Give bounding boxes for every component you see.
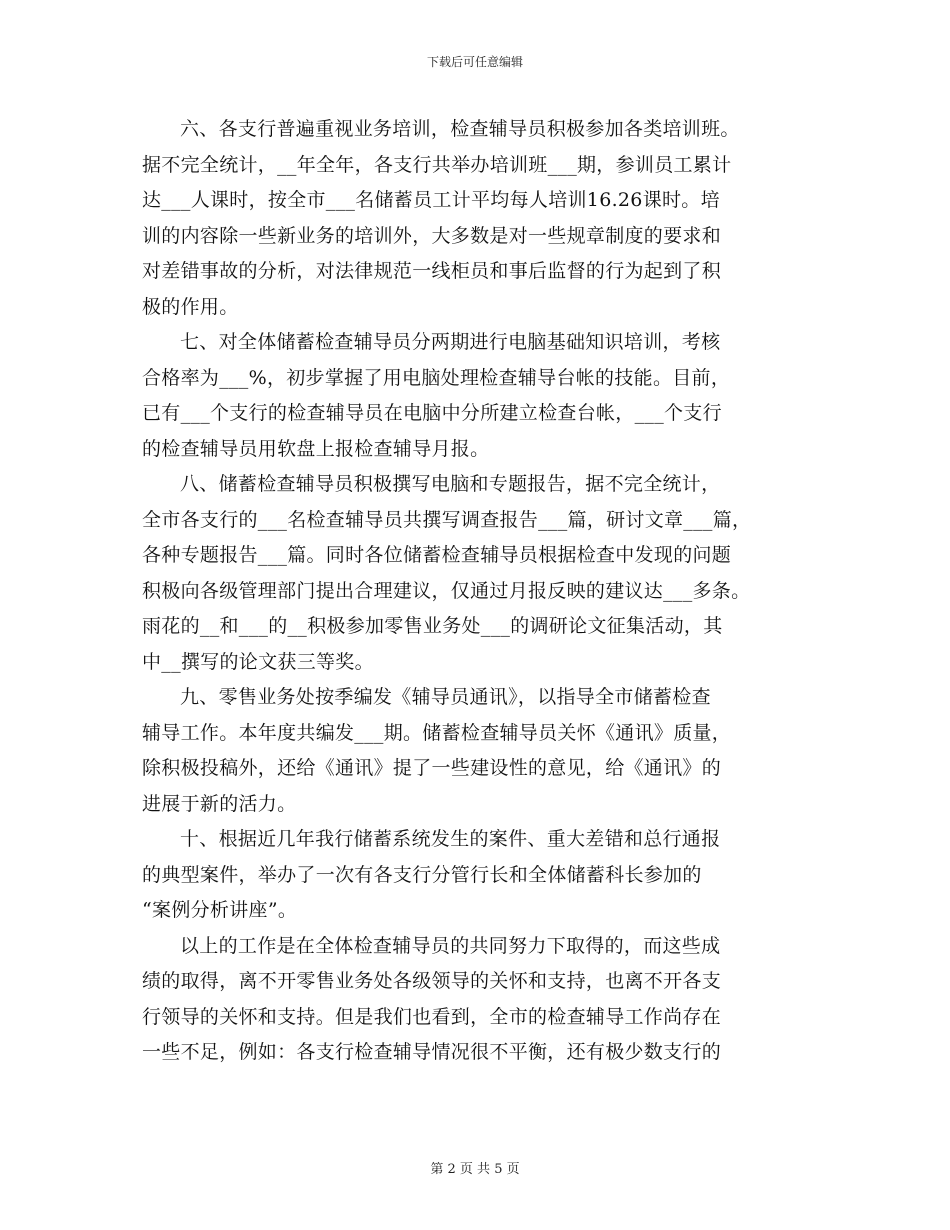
document-body: [142, 112, 832, 1071]
paragraph-line: 极的作用。: [142, 295, 239, 318]
paragraph-line: 达___人课时，按全市___名储蓄员工计平均每人培训16.26课时。培: [142, 189, 720, 211]
paragraph-first-line: 以上的工作是在全体检查辅导员的共同努力下取得的，而这些成: [180, 934, 721, 957]
page-header: 下载后可任意编辑: [426, 55, 523, 69]
paragraph-first-line: 十、根据近几年我行储蓄系统发生的案件、重大差错和总行通报: [180, 828, 721, 850]
paragraph-line: 的典型案件，举办了一次有各支行分管行长和全体储蓄科长参加的: [142, 863, 702, 886]
paragraph-line: 合格率为___%，初步掌握了用电脑处理检查辅导台帐的技能。目前，: [142, 366, 731, 389]
paragraph-line: 对差错事故的分析，对法律规范一线柜员和事后监督的行为起到了积: [142, 260, 722, 282]
paragraph-line: 进展于新的活力。: [142, 792, 297, 815]
paragraph-line: 一些不足，例如：各支行检查辅导情况很不平衡，还有极少数支行的: [142, 1041, 722, 1063]
paragraph-line: “案例分析讲座”。: [142, 899, 298, 921]
paragraph-line: 中__撰写的论文获三等奖。: [142, 650, 374, 673]
paragraph-line: 除积极投稿外，还给《通讯》提了一些建设性的意见，给《通讯》的: [142, 757, 722, 779]
paragraph-line: 绩的取得，离不开零售业务处各级领导的关怀和支持，也离不开各支: [142, 970, 722, 992]
paragraph-line: 已有___个支行的检查辅导员在电脑中分所建立检查台帐，___个支行: [142, 402, 722, 424]
paragraph-line: 各种专题报告___篇。同时各位储蓄检查辅导员根据检查中发现的问题: [142, 544, 732, 566]
paragraph-line: 雨花的__和___的__积极参加零售业务处___的调研论文征集活动，其: [142, 615, 723, 637]
paragraph-line: 积极向各级管理部门提出合理建议，仅通过月报反映的建议达___多条。: [142, 579, 751, 602]
paragraph-line: 行领导的关怀和支持。但是我们也看到，全市的检查辅导工作尚存在: [142, 1005, 722, 1028]
paragraph-line: 的检查辅导员用软盘上报检查辅导月报。: [142, 437, 490, 460]
paragraph-first-line: 六、各支行普遍重视业务培训，检查辅导员积极参加各类培训班。: [180, 118, 740, 140]
paragraph-line: 据不完全统计，__年全年，各支行共举办培训班___期，参训员工累计: [142, 153, 732, 176]
paragraph-first-line: 九、零售业务处按季编发《辅导员通讯》，以指导全市储蓄检查: [180, 686, 711, 708]
paragraph-line: 全市各支行的___名检查辅导员共撰写调查报告___篇，研讨文章___篇，: [142, 508, 752, 531]
paragraph-first-line: 八、储蓄检查辅导员积极撰写电脑和专题报告，据不完全统计，: [180, 473, 721, 495]
page-footer: 第 2 页 共 5 页: [430, 1162, 520, 1177]
paragraph-line: 辅导工作。本年度共编发___期。储蓄检查辅导员关怀《通讯》质量，: [142, 721, 732, 744]
paragraph-first-line: 七、对全体储蓄检查辅导员分两期进行电脑基础知识培训，考核: [180, 331, 721, 353]
paragraph-line: 训的内容除一些新业务的培训外，大多数是对一些规章制度的要求和: [142, 224, 722, 247]
